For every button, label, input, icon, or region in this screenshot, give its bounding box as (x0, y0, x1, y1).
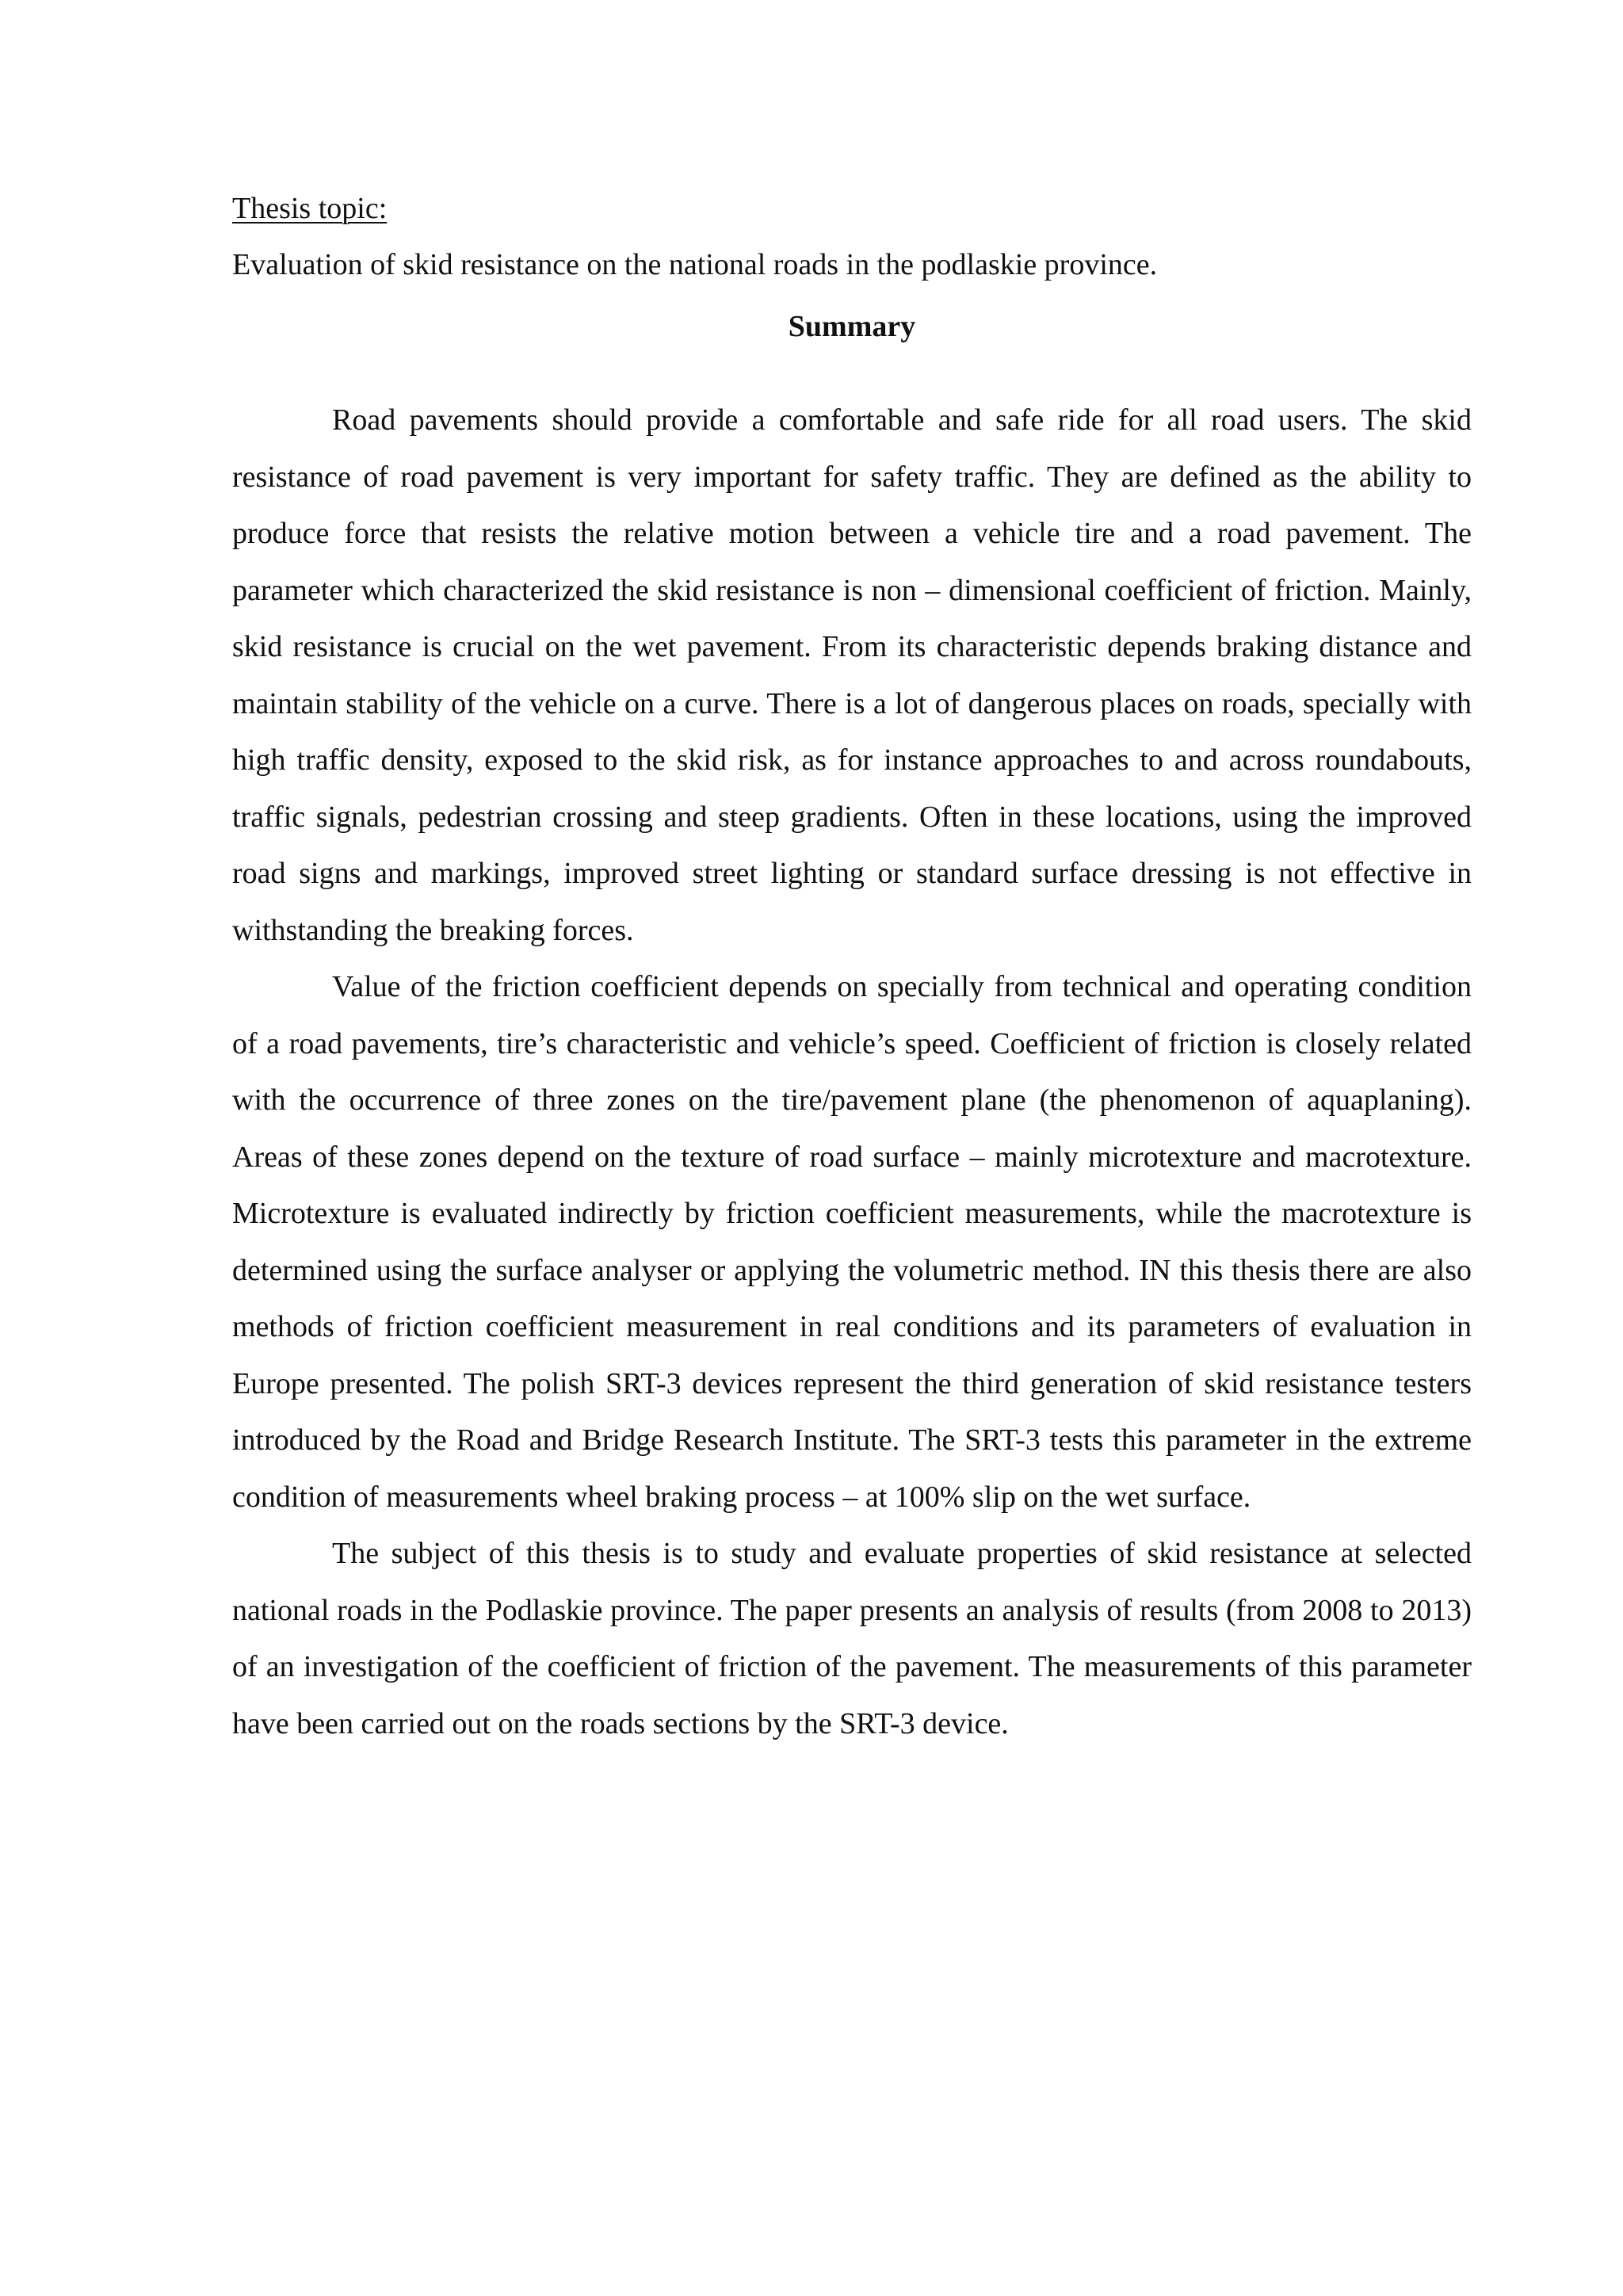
summary-paragraph-1: Road pavements should provide a comfortable and safe ride for all road users. The skid resistance of road pavement is very important for safety traffic. They are defined as the ability to produce force that resists the relative motion between a vehicle tire and a road pavement. The parameter which characterized the skid resistance is non – dimensional coefficient of friction. Mainly, skid resistance is crucial on the wet pavement. From its characteristic depends braking distance and maintain stability of the vehicle on a curve. There is a lot of dangerous places on roads, specially with high traffic density, exposed to the skid risk, as for instance approaches to and across roundabouts, traffic signals, pedestrian crossing and steep gradients. Often in these locations, using the improved road signs and markings, improved street lighting or standard surface dressing is not effective in withstanding the breaking forces. (232, 403, 1472, 947)
document-content (232, 190, 1472, 1752)
thesis-topic-title: Evaluation of skid resistance on the national roads in the podlaskie province. (232, 248, 1158, 281)
summary-body (232, 392, 1472, 1752)
thesis-topic-label: Thesis topic: (232, 192, 388, 225)
summary-paragraph-2: Value of the friction coefficient depends on specially from technical and operating condition of a road pavements, tire’s characteristic and vehicle’s speed. Coefficient of friction is closely related with the occurrence of three zones on the tire/pavement plane (the phenomenon of aquaplaning). Areas of these zones depend on the texture of road surface – mainly microtexture and macrotexture. Microtexture is evaluated indirectly by friction coefficient measurements, while the macrotexture is determined using the surface analyser or applying the volumetric method. IN this thesis there are also methods of friction coefficient measurement in real conditions and its parameters of evaluation in Europe presented. The polish SRT-3 devices represent the third generation of skid resistance testers introduced by the Road and Bridge Research Institute. The SRT-3 tests this parameter in the extreme condition of measurements wheel braking process – at 100% slip on the wet surface. (232, 970, 1472, 1514)
summary-paragraph-3: The subject of this thesis is to study and evaluate properties of skid resistance at selected national roads in the Podlaskie province. The paper presents an analysis of results (from 2008 to 2013) of an investigation of the coefficient of friction of the pavement. The measurements of this parameter have been carried out on the roads sections by the SRT-3 device. (232, 1537, 1472, 1740)
summary-heading: Summary (788, 310, 916, 343)
